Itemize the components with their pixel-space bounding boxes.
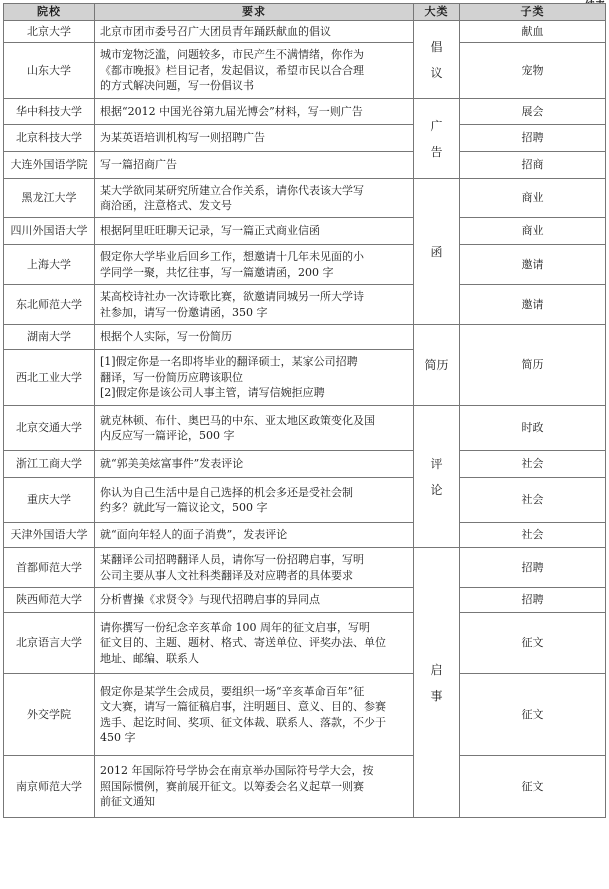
requirement-line: 根据“2012 中国光谷第九届光博会”材料，写一则广告 — [100, 104, 363, 118]
requirement-line: 假定你是某学生会成员，要组织一场“辛亥革命百年”征 — [100, 684, 365, 698]
table-row — [4, 285, 606, 325]
requirement-line: 地址、邮编、联系人 — [100, 651, 199, 665]
school-cell: 浙江工商大学 — [4, 451, 95, 478]
subcategory-cell: 展会 — [460, 99, 606, 125]
category-char: 事 — [430, 688, 443, 703]
requirement-line: 请你撰写一份纪念辛亥革命 100 周年的征文启事，写明 — [100, 620, 370, 634]
school-cell: 外交学院 — [4, 674, 95, 756]
requirement-cell — [95, 325, 414, 350]
school-cell: 湖南大学 — [4, 325, 95, 350]
requirement-line: 北京市团市委号召广大团员青年踊跃献血的倡议 — [100, 24, 331, 38]
category-char: 简历 — [424, 358, 449, 372]
category-char: 广 — [430, 118, 443, 133]
subcategory-cell: 招聘 — [460, 588, 606, 613]
category-char: 论 — [430, 482, 443, 497]
school-cell: 重庆大学 — [4, 478, 95, 523]
subcategory-cell: 招聘 — [460, 548, 606, 588]
requirement-line: 城市宠物泛滥，问题较多，市民产生不满情绪，你作为 — [100, 48, 364, 62]
school-cell: 东北师范大学 — [4, 285, 95, 325]
requirement-line: 的方式解决问题，写一份倡议书 — [100, 79, 254, 93]
table-row — [4, 588, 606, 613]
requirement-cell — [95, 179, 414, 218]
school-cell: 北京大学 — [4, 21, 95, 43]
requirement-line: 选手、起讫时间、奖项、征文体裁、联系人、落款，不少于 — [100, 715, 386, 729]
requirement-line: 2012 年国际符号学协会在南京举办国际符号学大会，按 — [100, 764, 374, 778]
writing-requirements-table — [3, 3, 606, 818]
requirement-line: 公司主要从事人文社科类翻译及对应聘者的具体要求 — [100, 568, 353, 582]
table-row — [4, 674, 606, 756]
school-cell: 西北工业大学 — [4, 350, 95, 406]
requirement-cell — [95, 756, 414, 818]
requirement-cell — [95, 350, 414, 406]
requirement-cell — [95, 548, 414, 588]
school-cell: 南京师范大学 — [4, 756, 95, 818]
requirement-cell — [95, 218, 414, 245]
category-char: 函 — [430, 244, 443, 259]
school-cell: 北京语言大学 — [4, 613, 95, 674]
category-char: 评 — [430, 456, 443, 471]
subcategory-cell: 社会 — [460, 523, 606, 548]
subcategory-cell: 时政 — [460, 406, 606, 451]
subcategory-cell: 献血 — [460, 21, 606, 43]
subcategory-cell: 宠物 — [460, 43, 606, 99]
table-row — [4, 99, 606, 125]
table-row — [4, 523, 606, 548]
subcategory-cell: 商业 — [460, 179, 606, 218]
requirement-line: 翻译，写一份简历应聘该职位 — [100, 370, 243, 384]
school-cell: 北京科技大学 — [4, 125, 95, 152]
requirement-cell — [95, 406, 414, 451]
header-category: 大类 — [414, 4, 460, 21]
table-row — [4, 325, 606, 350]
category-char: 启 — [430, 662, 443, 677]
requirement-line: 根据个人实际，写一份简历 — [100, 330, 232, 344]
requirement-cell — [95, 613, 414, 674]
requirement-line: 前征文通知 — [100, 795, 155, 809]
subcategory-cell: 邀请 — [460, 285, 606, 325]
requirement-line: 写一篇招商广告 — [100, 158, 177, 172]
requirement-line: 《都市晚报》栏目记者，发起倡议，希望市民以合合理 — [100, 63, 364, 77]
category-cell-proposal — [414, 21, 460, 99]
requirement-line: 你认为自己生活中是自己选择的机会多还是受社会制 — [100, 485, 353, 499]
requirement-line: 就“面向年轻人的面子消费”，发表评论 — [100, 528, 288, 542]
requirement-line: [1]假定你是一名即将毕业的翻译硕士，某家公司招聘 — [100, 355, 358, 369]
requirement-line: 450 字 — [100, 731, 136, 744]
table-row — [4, 125, 606, 152]
subcategory-cell: 商业 — [460, 218, 606, 245]
requirement-cell — [95, 21, 414, 43]
school-cell: 北京交通大学 — [4, 406, 95, 451]
school-cell: 黑龙江大学 — [4, 179, 95, 218]
requirement-line: 商洽函，注意格式、发文号 — [100, 199, 232, 212]
subcategory-cell: 邀请 — [460, 245, 606, 285]
category-cell-review — [414, 406, 460, 548]
requirement-cell — [95, 43, 414, 99]
requirement-cell — [95, 588, 414, 613]
requirement-line: 某大学欲同某研究所建立合作关系，请你代表该大学写 — [100, 183, 364, 197]
table-row — [4, 613, 606, 674]
school-cell: 首都师范大学 — [4, 548, 95, 588]
requirement-cell — [95, 478, 414, 523]
school-cell: 大连外国语学院 — [4, 152, 95, 179]
requirement-cell — [95, 152, 414, 179]
table-row — [4, 21, 606, 43]
requirement-line: 某高校诗社办一次诗歌比赛，欲邀请同城另一所大学诗 — [100, 290, 364, 303]
table-row — [4, 152, 606, 179]
requirement-cell — [95, 125, 414, 152]
requirement-line: 文大赛，请写一篇征稿启事，注明题目、意义、目的、参赛 — [100, 700, 386, 713]
category-cell-resume — [414, 325, 460, 406]
subcategory-cell: 征文 — [460, 756, 606, 818]
school-cell: 四川外国语大学 — [4, 218, 95, 245]
school-cell: 陕西师范大学 — [4, 588, 95, 613]
requirement-line: [2]假定你是该公司人事主管，请写信婉拒应聘 — [100, 386, 325, 400]
table-row — [4, 218, 606, 245]
category-char: 议 — [430, 65, 443, 80]
requirement-cell — [95, 245, 414, 285]
requirement-cell — [95, 285, 414, 325]
header-requirement: 要求 — [95, 4, 414, 21]
subcategory-cell: 征文 — [460, 674, 606, 756]
requirement-line: 为某英语培训机构写一则招聘广告 — [100, 131, 265, 145]
subcategory-cell: 简历 — [460, 325, 606, 406]
requirement-line: 就克林顿、布什、奥巴马的中东、亚太地区政策变化及国 — [100, 413, 375, 427]
requirement-line: 社参加，请写一份邀请函，350 字 — [100, 305, 268, 319]
table-row — [4, 406, 606, 451]
subcategory-cell: 征文 — [460, 613, 606, 674]
requirement-line: 学同学一聚，共忆往事，写一篇邀请函，200 字 — [100, 265, 334, 279]
subcategory-cell: 社会 — [460, 478, 606, 523]
requirement-line: 根据阿里旺旺聊天记录，写一篇正式商业信函 — [100, 224, 320, 238]
table-row — [4, 43, 606, 99]
header-school: 院校 — [4, 4, 95, 21]
table-row — [4, 756, 606, 818]
school-cell: 华中科技大学 — [4, 99, 95, 125]
requirement-line: 征文目的、主题、题材、格式、寄送单位、评奖办法、单位 — [100, 636, 386, 650]
subcategory-cell: 社会 — [460, 451, 606, 478]
header-subcategory: 子类 — [460, 4, 606, 21]
subcategory-cell: 招聘 — [460, 125, 606, 152]
requirement-line: 约多？就此写一篇议论文，500 字 — [100, 501, 268, 514]
school-cell: 山东大学 — [4, 43, 95, 99]
category-char: 倡 — [430, 39, 443, 54]
requirement-line: 假定你大学毕业后回乡工作，想邀请十几年未见面的小 — [100, 250, 364, 263]
requirement-cell — [95, 451, 414, 478]
category-char: 告 — [430, 144, 443, 159]
category-cell-letter — [414, 179, 460, 325]
school-cell: 上海大学 — [4, 245, 95, 285]
requirement-line: 分析曹操《求贤令》与现代招聘启事的异同点 — [100, 593, 320, 607]
requirement-line: 照国际惯例，赛前展开征文。以筹委会名义起草一则赛 — [100, 779, 364, 793]
requirement-cell — [95, 523, 414, 548]
table-row — [4, 548, 606, 588]
category-cell-ad — [414, 99, 460, 179]
requirement-line: 某翻译公司招聘翻译人员，请你写一份招聘启事，写明 — [100, 553, 364, 566]
subcategory-cell: 招商 — [460, 152, 606, 179]
table-row — [4, 179, 606, 218]
school-cell: 天津外国语大学 — [4, 523, 95, 548]
requirement-cell — [95, 674, 414, 756]
requirement-line: 就“郭美美炫富事件”发表评论 — [100, 457, 244, 471]
category-cell-notice — [414, 548, 460, 818]
requirement-line: 内反应写一篇评论，500 字 — [100, 429, 235, 442]
table-row — [4, 451, 606, 478]
requirement-cell — [95, 99, 414, 125]
table-row — [4, 478, 606, 523]
table-row — [4, 245, 606, 285]
